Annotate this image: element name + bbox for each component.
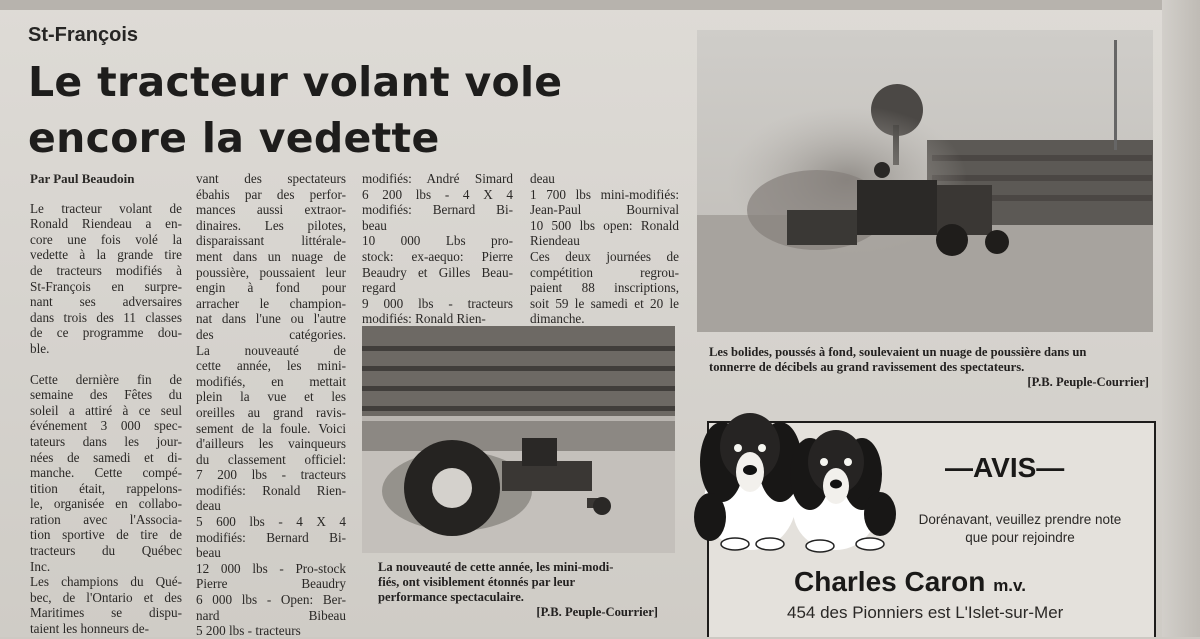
article-line: stock: ex-aequo: Pierre	[362, 248, 513, 264]
article-line: événement 3 000 spec-	[30, 418, 182, 434]
caption-mid-line-2: fiés, ont visiblement étonnés par leur	[378, 575, 576, 589]
article-line: tracteurs du Québec	[30, 543, 182, 559]
ad-title: —AVIS—	[945, 452, 1065, 483]
article-line: nard Bibeau	[196, 607, 346, 623]
article-line: St-François en surpre-	[30, 278, 182, 294]
article-line: 7 200 lbs - tracteurs	[196, 467, 346, 483]
article-line: deau	[196, 498, 221, 514]
article-line: beau	[196, 545, 221, 561]
article-line: nées de samedi et di-	[30, 449, 182, 465]
ad-body-line-1: Dorénavant, veuillez prendre note	[918, 512, 1122, 527]
article-line: compétition regrou-	[530, 264, 679, 280]
photo-mid-credit: [P.B. Peuple-Courrier]	[536, 605, 658, 619]
article-line: modifiés: Ronald Rien-	[362, 311, 486, 327]
article-column-2	[196, 171, 346, 639]
article-line: engin à fond pour	[196, 280, 346, 296]
article-line: 5 600 lbs - 4 X 4	[196, 514, 346, 530]
photo-mid-caption	[378, 560, 658, 620]
article-line: modifiés: André Simard	[362, 171, 513, 186]
article-line: ébahis par des perfor-	[196, 186, 346, 202]
article-line: vedette à la grande tire	[30, 247, 182, 263]
ad-name-text: Charles Caron	[794, 566, 986, 597]
article-line: tion sportive de tire de	[30, 527, 182, 543]
headline-line-1: Le tracteur volant vole	[28, 58, 563, 106]
article-line: nat dans l'une ou l'autre	[196, 311, 346, 327]
ad-address: 454 des Pionniers est L'Islet-sur-Mer	[787, 603, 1064, 622]
article-line: manche. Cette compé-	[30, 465, 182, 481]
article-line: nant ses adversaires	[30, 294, 182, 310]
article-column-1	[30, 171, 182, 637]
article-line: modifiés: Ronald Rien-	[196, 482, 346, 498]
article-line: La nouveauté de	[196, 342, 346, 358]
article-line: 6 200 lbs - 4 X 4	[362, 186, 513, 202]
photo-tractor-dust	[697, 30, 1153, 332]
article-line: Les champions du Qué-	[30, 574, 182, 590]
article-line: vant des spectateurs	[196, 171, 346, 186]
ad-name-suffix: m.v.	[993, 576, 1026, 595]
ad-body	[905, 511, 1135, 547]
article-line: Riendeau	[530, 233, 580, 249]
caption-mid-line-3: performance spectaculaire.	[378, 590, 524, 604]
article-line: oreilles au grand ravis-	[196, 404, 346, 420]
article-line: cette année, les mini-	[196, 358, 346, 374]
article-line: Ces deux journées de	[530, 248, 679, 264]
article-line: 10 000 Lbs pro-	[362, 233, 513, 249]
article-line: tateurs dans les jour-	[30, 433, 182, 449]
puppies-illustration	[690, 402, 905, 554]
photo-top-caption	[709, 345, 1149, 390]
article-line: Beaudry et Gilles Beau-	[362, 264, 513, 280]
article-line: bec, de l'Ontario et des	[30, 589, 182, 605]
article-line: Le tracteur volant de	[30, 200, 182, 216]
article-line: Cette dernière fin de	[30, 371, 182, 387]
article-line: dinaires. Les pilotes,	[196, 217, 346, 233]
byline: Par Paul Beaudoin	[30, 171, 135, 186]
article-line: des catégories.	[196, 326, 346, 342]
caption-top-line-1: Les bolides, poussés à fond, soulevaient un nuage de poussière dans un	[709, 345, 1087, 359]
article-line: soleil a attiré à ce seul	[30, 402, 182, 418]
paper-top-edge	[0, 0, 1200, 10]
article-line: 6 000 lbs - Open: Ber-	[196, 592, 346, 608]
article-line: d'ailleurs les vainqueurs	[196, 436, 346, 452]
article-line: tition était, rappelons-	[30, 480, 182, 496]
article-line: taient les honneurs de-	[30, 621, 150, 637]
article-column-3	[362, 171, 513, 327]
article-line: plein la vue et les	[196, 389, 346, 405]
article-line: soit 59 le samedi et 20 le	[530, 295, 679, 311]
article-line: semaine des Fêtes du	[30, 387, 182, 403]
article-line: modifiés: Bernard Bi-	[196, 529, 346, 545]
ad-body-line-2: que pour rejoindre	[965, 530, 1075, 545]
article-line: deau	[530, 171, 555, 186]
article-line: ment dans un nuage de	[196, 248, 346, 264]
article-line: Inc.	[30, 558, 51, 574]
article-line: 10 500 lbs open: Ronald	[530, 217, 679, 233]
article-line: ration avec l'Associa-	[30, 511, 182, 527]
article-line: ble.	[30, 340, 50, 356]
article-line: Maritimes se dispu-	[30, 605, 182, 621]
article-line: le, organisée en collabo-	[30, 496, 182, 512]
caption-top-line-2: tonnerre de décibels au grand ravissement des spectateurs.	[709, 360, 1025, 374]
headline-line-2: encore la vedette	[28, 114, 440, 162]
article-line: du classement officiel:	[196, 451, 346, 467]
article-line: Ronald Riendeau a en-	[30, 216, 182, 232]
article-line: 1 700 lbs mini-modifiés:	[530, 186, 679, 202]
caption-mid-line-1: La nouveauté de cette année, les mini-modi-	[378, 560, 614, 574]
article-line: core une fois volé la	[30, 231, 182, 247]
article-line: 9 000 lbs - tracteurs	[362, 295, 513, 311]
article-line: modifiés: Bernard Bi-	[362, 202, 513, 218]
article-line: dimanche.	[530, 311, 585, 327]
article-line: disparaissant littérale-	[196, 233, 346, 249]
section-label: St-François	[28, 24, 139, 46]
article-line: mances aussi extraor-	[196, 202, 346, 218]
article-line: modifiés, en mettait	[196, 373, 346, 389]
article-line: poussière, poussaient leur	[196, 264, 346, 280]
article-line: Pierre Beaudry	[196, 576, 346, 592]
paragraph-gap	[30, 357, 182, 372]
paper-right-edge	[1162, 0, 1200, 637]
photo-mini-modified	[362, 326, 675, 553]
article-line: paient 88 inscriptions,	[530, 280, 679, 296]
photo-top-credit: [P.B. Peuple-Courrier]	[1027, 375, 1149, 389]
article-line: beau	[362, 217, 387, 233]
article-line: 5 200 lbs - tracteurs	[196, 623, 301, 639]
article-line: Jean-Paul Bournival	[530, 202, 679, 218]
article-column-4	[530, 171, 679, 327]
article-line: de tracteurs modifiés à	[30, 262, 182, 278]
article-line: de ce programme dou-	[30, 325, 182, 341]
article-line: 12 000 lbs - Pro-stock	[196, 560, 346, 576]
headline	[28, 54, 668, 166]
ad-name	[794, 566, 1026, 598]
article-line: dans trois des 11 classes	[30, 309, 182, 325]
article-line: arracher le champion-	[196, 295, 346, 311]
article-line: sement de la foule. Voici	[196, 420, 346, 436]
article-line: regard	[362, 280, 396, 296]
